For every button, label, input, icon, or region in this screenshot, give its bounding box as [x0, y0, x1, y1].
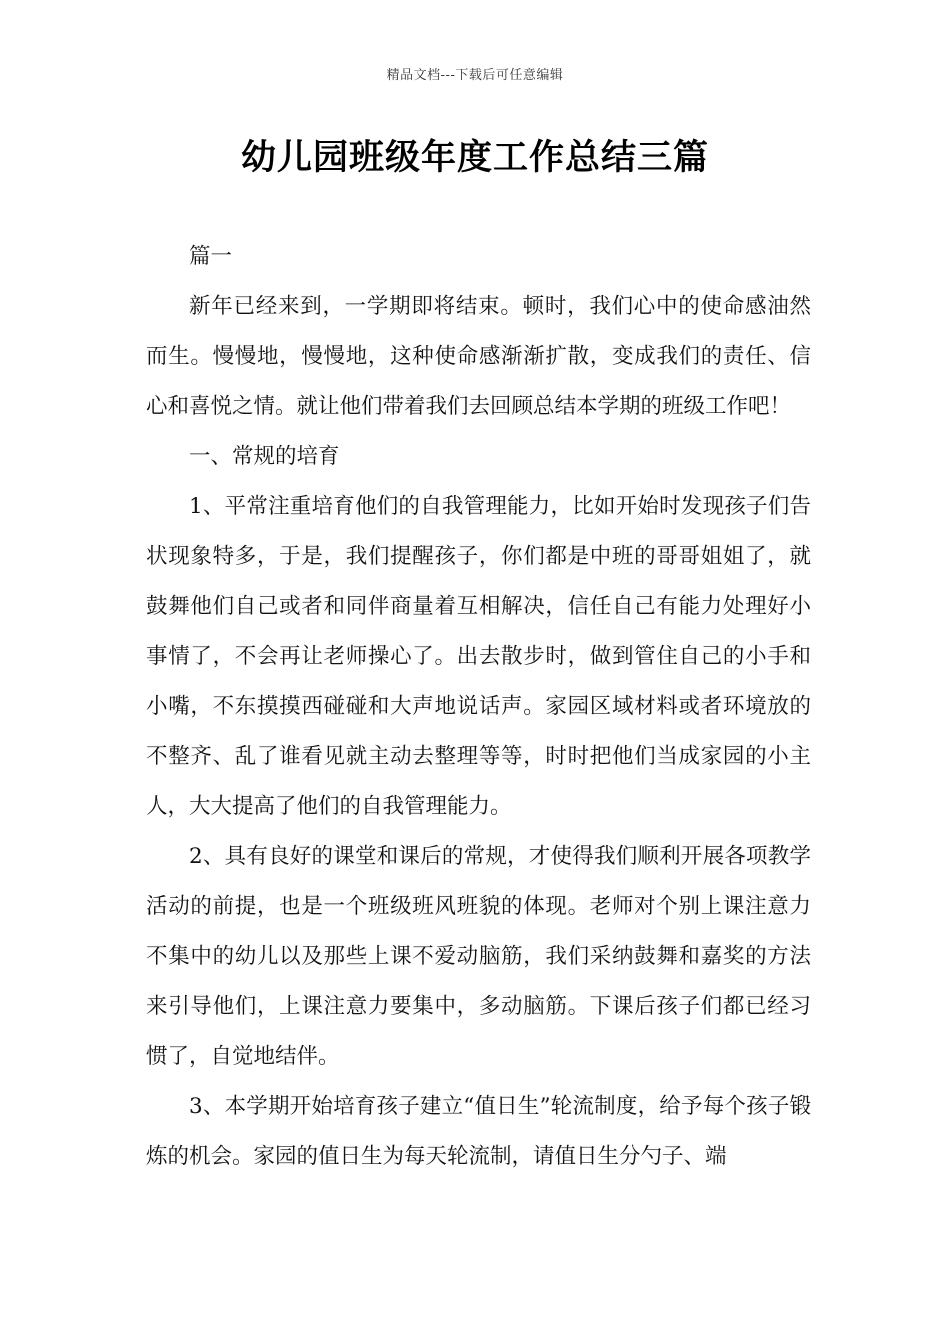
paragraph-item-2: 2、具有良好的课堂和课后的常规，才使得我们顺利开展各项教学活动的前提，也是一个班级班风班貌的体现。老师对个别上课注意力不集中的幼儿以及那些上课不爱动脑筋，我们采纳鼓舞和嘉奖的方法来引导他们，上课注意力要集中，多动脑筋。下课后孩子们都已经习惯了，自觉地结伴。 — [146, 844, 811, 1069]
document-body — [146, 232, 811, 1182]
section-label: 篇一 — [189, 244, 233, 269]
header-note: 精品文档---下载后可任意编辑 — [386, 68, 564, 83]
section-heading: 一、常规的培育 — [189, 444, 340, 469]
paragraph-item-3: 3、本学期开始培育孩子建立“值日生”轮流制度，给予每个孩子锻炼的机会。家园的值日生为每天轮流制，请值日生分勺子、端 — [146, 1094, 811, 1169]
document-title: 幼儿园班级年度工作总结三篇 — [240, 137, 709, 178]
paragraph-item-1: 1、平常注重培育他们的自我管理能力，比如开始时发现孩子们告状现象特多，于是，我们提醒孩子，你们都是中班的哥哥姐姐了，就鼓舞他们自己或者和同伴商量着互相解决，信任自己有能力处理好小事情了，不会再让老师操心了。出去散步时，做到管住自己的小手和小嘴，不东摸摸西碰碰和大声地说话声。家园区域材料或者环境放的不整齐、乱了谁看见就主动去整理等等，时时把他们当成家园的小主人，大大提高了他们的自我管理能力。 — [146, 494, 811, 819]
paragraph-intro: 新年已经来到，一学期即将结束。顿时，我们心中的使命感油然而生。慢慢地，慢慢地，这种使命感渐渐扩散，变成我们的责任、信心和喜悦之情。就让他们带着我们去回顾总结本学期的班级工作吧！ — [146, 294, 811, 419]
